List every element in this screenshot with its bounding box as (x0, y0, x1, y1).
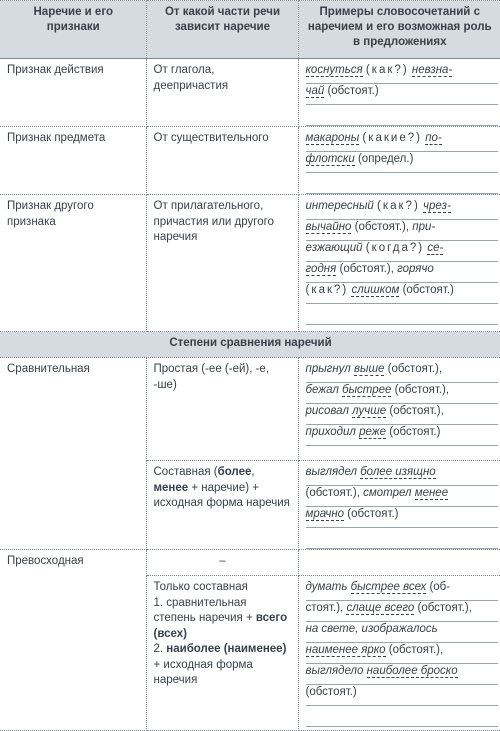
example-cell: интересный (как?) чрез- вычайно (обстоят.), при- езжающий (когда?) се- годня (обстоят.), горячо (как?) слишком (обстоят.) (298, 195, 500, 332)
form-simple: Простая (-ее (-ей), -е, -ше) (146, 358, 298, 461)
table-row (0, 127, 500, 195)
header-feature: Наречие и его признаки (0, 1, 146, 59)
form-compound: Составная (более, менее + наречие) + исходная форма наречия (146, 461, 298, 550)
example-cell: коснуться (как?) невзна- чай (обстоят.) (298, 59, 500, 127)
header-examples: Примеры словосочетаний с наречием и его возможная роль в предложениях (298, 1, 500, 59)
feature-cell: Признак предмета (0, 127, 146, 195)
table-row (0, 550, 500, 576)
form-superlative: Только составная 1. сравнительная степень наречия + всего (всех) 2. наиболее (наименее) + исходная форма наречия (146, 576, 298, 731)
depends-cell: От существительного (146, 127, 298, 195)
table-row (0, 59, 500, 127)
example-cell: прыгнул выше (обстоят.), бежал быстрее (обстоят.), рисовал лучше (обстоят.), приходил реже (обстоят.) (298, 358, 500, 461)
example-cell: думать быстрее всех (об- стоят.), слаще всего (обстоят.), на свете, изображалось наименее ярко (обстоят.), выглядело наиболее броско (обстоят.) (298, 576, 500, 731)
feature-cell: Признак действия (0, 59, 146, 127)
example-cell: макароны (какие?) по- флотски (определ.) (298, 127, 500, 195)
example-cell: выглядел более изящно (обстоят.), смотрел менее мрачно (обстоят.) (298, 461, 500, 550)
feature-cell: Признак другого признака (0, 195, 146, 332)
degree-label-superlative: Превосходная (0, 550, 146, 731)
table-row (0, 195, 500, 332)
depends-cell: От глагола, деепричастия (146, 59, 298, 127)
form-none: – (146, 550, 298, 576)
degree-label-comparative: Сравнительная (0, 358, 146, 550)
example-cell-empty (298, 550, 500, 576)
header-depends: От какой части речи зависит наречие (146, 1, 298, 59)
depends-cell: От прилагательного, причастия или другого наречия (146, 195, 298, 332)
table-row (0, 358, 500, 461)
section-title: Степени сравнения наречий (0, 332, 500, 358)
